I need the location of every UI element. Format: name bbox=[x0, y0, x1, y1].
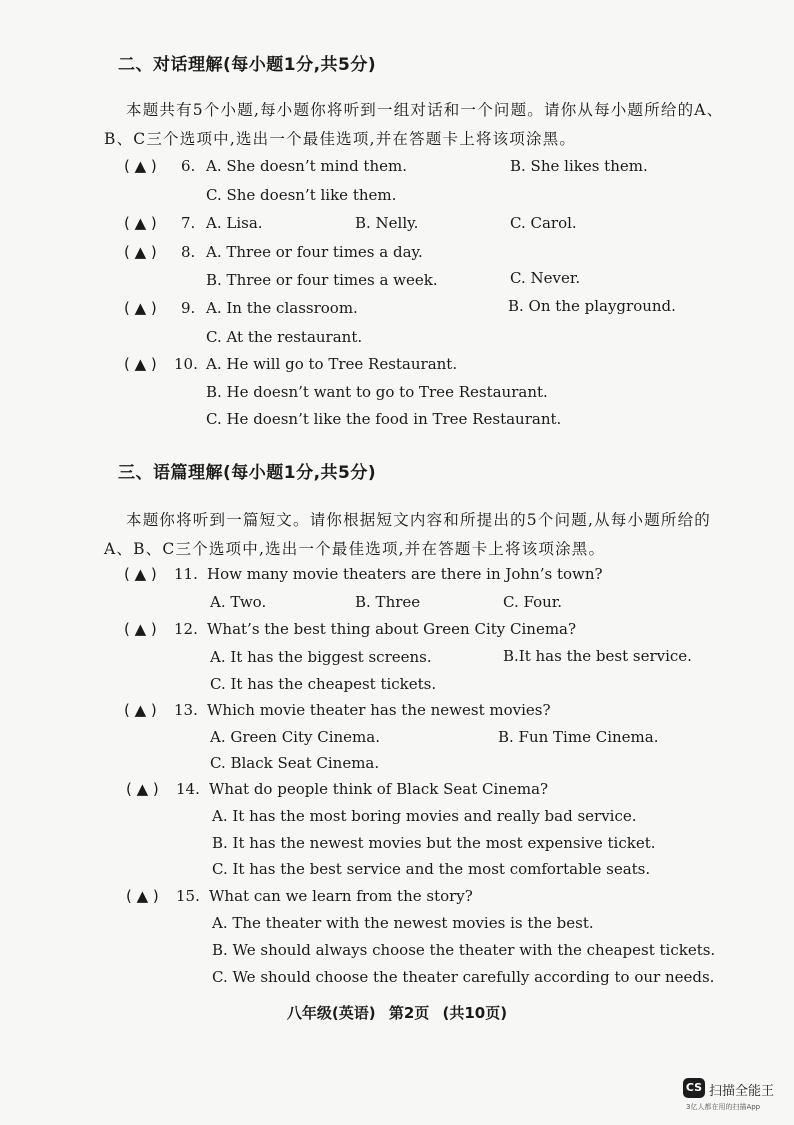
section-instructions: 本题你将听到一篇短文。请你根据短文内容和所提出的5个问题,从每小题所给的A、B、C三个选项中,选出一个最佳选项,并在答题卡上将该项涂黑。 bbox=[104, 511, 711, 558]
camscanner-logo-icon: CS bbox=[683, 1078, 705, 1098]
question-number: 9. bbox=[181, 299, 196, 317]
question-number: 8. bbox=[181, 243, 196, 261]
option-b: B. Nelly. bbox=[355, 214, 419, 232]
option-b: B. Three or four times a week. bbox=[206, 271, 438, 289]
option-c: C. He doesn’t like the food in Tree Restaurant. bbox=[206, 410, 562, 428]
answer-blank: ( ▲ ) bbox=[124, 355, 157, 373]
answer-blank: ( ▲ ) bbox=[124, 214, 157, 232]
option-a: A. Three or four times a day. bbox=[206, 243, 423, 261]
section-title: 三、语篇理解(每小题1分,共5分) bbox=[118, 463, 377, 483]
option-c: C. It has the best service and the most comfortable seats. bbox=[212, 860, 651, 878]
option-a: A. Green City Cinema. bbox=[210, 728, 380, 746]
answer-blank: ( ▲ ) bbox=[124, 299, 157, 317]
option-a: A. Two. bbox=[210, 593, 267, 611]
answer-blank: ( ▲ ) bbox=[124, 701, 157, 719]
question-number: 6. bbox=[181, 157, 196, 175]
option-a: A. It has the most boring movies and really bad service. bbox=[212, 807, 637, 825]
option-b: B. It has the newest movies but the most expensive ticket. bbox=[212, 834, 656, 852]
question-number: 12. bbox=[174, 620, 198, 638]
answer-blank: ( ▲ ) bbox=[124, 243, 157, 261]
option-b: B. Fun Time Cinema. bbox=[498, 728, 659, 746]
option-a: A. She doesn’t mind them. bbox=[206, 157, 407, 175]
question-text: What’s the best thing about Green City Cinema? bbox=[207, 620, 577, 638]
page-footer: 八年级(英语) 第2页 (共10页) bbox=[286, 1004, 508, 1022]
answer-blank: ( ▲ ) bbox=[124, 157, 157, 175]
section-instructions: 本题共有5个小题,每小题你将听到一组对话和一个问题。请你从每小题所给的A、B、C三个选项中,选出一个最佳选项,并在答题卡上将该项涂黑。 bbox=[104, 101, 724, 148]
answer-blank: ( ▲ ) bbox=[126, 887, 159, 905]
option-c: C. Black Seat Cinema. bbox=[210, 754, 380, 772]
question-text: Which movie theater has the newest movies? bbox=[207, 701, 551, 719]
question-text: What can we learn from the story? bbox=[209, 887, 473, 905]
question-number: 15. bbox=[176, 887, 200, 905]
option-a: A. The theater with the newest movies is the best. bbox=[212, 914, 594, 932]
watermark-app-name: 扫描全能王 bbox=[709, 1084, 775, 1099]
option-b: B. On the playground. bbox=[508, 297, 676, 315]
answer-blank: ( ▲ ) bbox=[124, 620, 157, 638]
option-c: C. Never. bbox=[510, 269, 581, 287]
question-text: How many movie theaters are there in John’s town? bbox=[207, 565, 603, 583]
option-b: B. She likes them. bbox=[510, 157, 648, 175]
option-c: C. It has the cheapest tickets. bbox=[210, 675, 437, 693]
question-number: 10. bbox=[174, 355, 198, 373]
option-b: B. He doesn’t want to go to Tree Restaurant. bbox=[206, 383, 548, 401]
question-number: 11. bbox=[174, 565, 198, 583]
option-a: A. Lisa. bbox=[206, 214, 263, 232]
answer-blank: ( ▲ ) bbox=[124, 565, 157, 583]
question-number: 13. bbox=[174, 701, 198, 719]
option-c: C. We should choose the theater carefully according to our needs. bbox=[212, 968, 715, 986]
option-a: A. In the classroom. bbox=[206, 299, 358, 317]
option-c: C. At the restaurant. bbox=[206, 328, 363, 346]
option-a: A. It has the biggest screens. bbox=[210, 648, 432, 666]
answer-blank: ( ▲ ) bbox=[126, 780, 159, 798]
option-b: B. Three bbox=[355, 593, 421, 611]
option-b: B. We should always choose the theater with the cheapest tickets. bbox=[212, 941, 716, 959]
option-c: C. Four. bbox=[503, 593, 563, 611]
question-number: 14. bbox=[176, 780, 200, 798]
option-c: C. She doesn’t like them. bbox=[206, 186, 397, 204]
option-a: A. He will go to Tree Restaurant. bbox=[206, 355, 458, 373]
section-title: 二、对话理解(每小题1分,共5分) bbox=[118, 55, 377, 75]
option-c: C. Carol. bbox=[510, 214, 577, 232]
option-b: B.It has the best service. bbox=[503, 647, 692, 665]
question-number: 7. bbox=[181, 214, 196, 232]
question-text: What do people think of Black Seat Cinema? bbox=[209, 780, 549, 798]
watermark-tagline: 3亿人都在用的扫描App bbox=[686, 1103, 761, 1111]
